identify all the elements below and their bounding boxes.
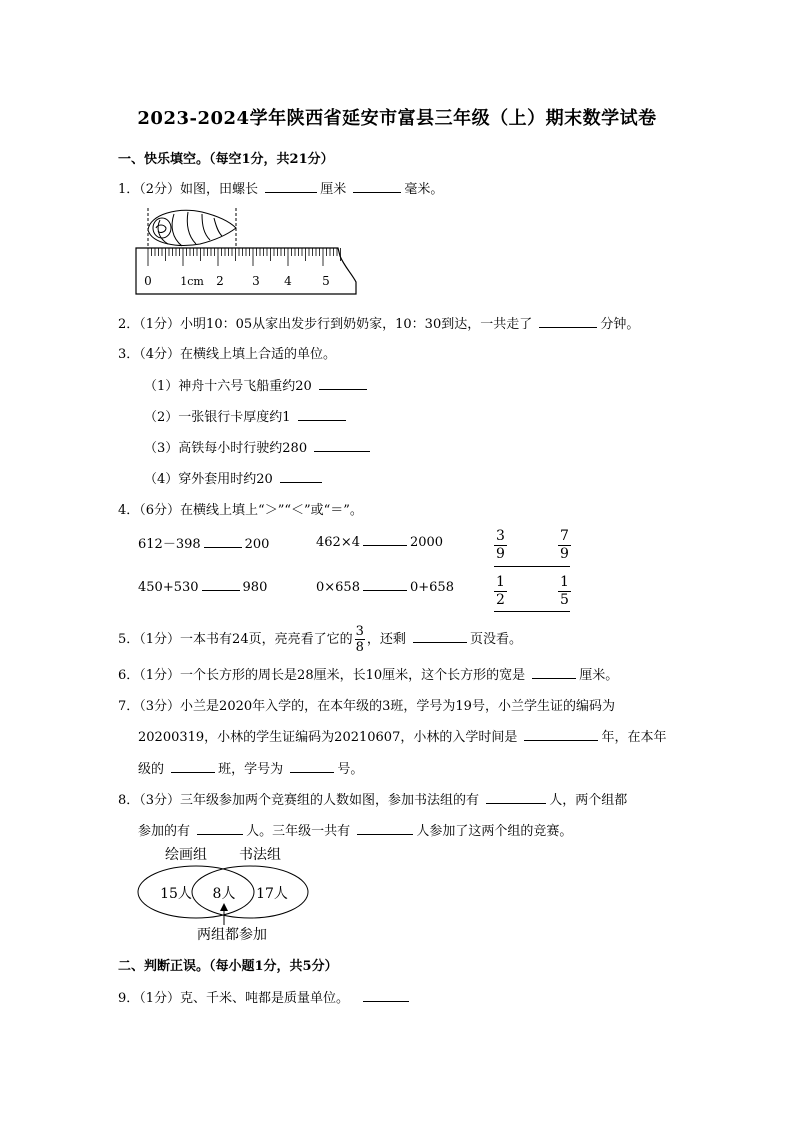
compare-item [316,533,443,550]
denominator: 9 [560,546,569,562]
fraction [558,574,571,609]
ruler-label: 0 [144,274,152,288]
ruler-label: 3 [252,274,260,288]
question-8-text: 人。三年级一共有 [246,824,351,839]
numerator: 1 [496,574,505,590]
section-2-heading: 二、判断正误。（每小题1分，共5分） [118,959,338,974]
fraction [558,528,571,563]
fraction [494,574,507,609]
item-text: （1）神舟十六号飞船重约20 [144,379,312,394]
expr-right: 2000 [409,535,444,550]
fraction [494,528,507,563]
answer-blank[interactable] [539,315,597,328]
answer-blank[interactable] [204,535,242,548]
venn-right-count: 17人 [256,886,288,902]
answer-blank[interactable] [298,408,346,421]
ruler-label: 4 [284,274,292,288]
question-3-item [144,406,349,425]
question-9 [118,987,412,1006]
answer-blank[interactable] [314,439,370,452]
question-4: 4．（6分）在横线上填上“＞”“＜”或“＝”。 [118,503,363,518]
expr-right: 980 [242,580,268,595]
question-7-line [138,758,363,777]
expr-right: 200 [244,537,270,552]
expr-left: 450+530 [138,580,199,595]
question-1-text: 1．（2分）如图，田螺长 [118,182,259,197]
question-8-line [138,820,572,839]
question-8-line [118,789,627,808]
numerator: 3 [355,624,364,639]
answer-blank[interactable] [363,989,409,1002]
answer-blank[interactable] [524,728,598,741]
venn-right-ellipse [192,866,308,918]
question-9-text: 9．（1分）克、千米、吨都是质量单位。 [118,991,350,1006]
answer-blank[interactable] [353,180,401,193]
venn-left-count: 15人 [160,886,192,902]
compare-item [316,578,454,595]
unit-label: 页没看。 [470,632,523,647]
question-8-text: 8．（3分）三年级参加两个竞赛组的人数如图，参加书法组的有 [118,793,480,808]
question-7-line [138,726,667,745]
ruler-snail-figure [130,204,360,300]
numerator: 7 [560,528,569,544]
compare-item [138,533,269,552]
unit-label: 厘米 [320,182,347,197]
denominator: 2 [496,592,505,608]
numerator: 1 [560,574,569,590]
item-text: （3）高铁每小时行驶约280 [144,441,308,456]
question-7-text: 20200319，小林的学生证编码为20210607，小林的入学时间是 [138,730,518,745]
arrow-up-icon [220,903,228,911]
expr-left: 462×4 [316,535,360,550]
answer-blank[interactable] [202,578,240,591]
unit-label: 厘米。 [579,668,619,683]
denominator: 8 [355,640,364,655]
question-2 [118,313,639,332]
venn-left-label: 绘画组 [165,847,207,863]
venn-left-ellipse [138,866,254,918]
question-7-text: 号。 [337,762,364,777]
denominator: 9 [496,546,505,562]
snail-shell-icon [148,208,236,248]
venn-right-label: 书法组 [239,847,281,863]
venn-both-count: 8人 [212,886,236,902]
question-7-text: 班，学号为 [218,762,284,777]
venn-diagram [136,843,310,943]
answer-blank[interactable] [486,791,546,804]
answer-blank[interactable] [265,180,317,193]
ruler-label: 5 [322,274,330,288]
question-7-text: 级的 [138,762,165,777]
question-1 [118,178,443,197]
answer-blank[interactable] [413,630,467,643]
compare-item [138,578,267,595]
item-text: （4）穿外套用时约20 [144,472,273,487]
answer-blank[interactable] [532,666,576,679]
ruler-label: 2 [216,274,224,288]
item-text: （2）一张银行卡厚度约1 [144,410,291,425]
question-5-text: ，还剩 [366,632,406,647]
exam-title: 2023-2024学年陕西省延安市富县三年级（上）期末数学试卷 [137,108,657,129]
expr-left: 0×658 [316,580,360,595]
answer-blank[interactable] [363,533,407,546]
question-8-text: 人参加了这两个组的竞赛。 [416,824,573,839]
section-1-heading: 一、快乐填空。（每空1分，共21分） [118,152,334,167]
question-8-text: 参加的有 [138,824,191,839]
answer-blank[interactable] [197,822,243,835]
question-3-item [144,437,373,456]
ruler-label: 1cm [180,275,204,288]
question-3-item [144,375,370,394]
answer-blank[interactable] [494,611,570,612]
question-7-text: 年，在本年 [601,730,667,745]
question-2-text: 2．（1分）小明10：05从家出发步行到奶奶家，10：30到达，一共走了 [118,317,533,332]
numerator: 3 [496,528,505,544]
expr-left: 612－398 [138,537,201,552]
answer-blank[interactable] [494,566,570,567]
question-6-text: 6．（1分）一个长方形的周长是28厘米，长10厘米，这个长方形的宽是 [118,668,526,683]
question-5 [118,624,522,655]
question-8-text: 人，两个组都 [549,793,628,808]
fraction [355,624,365,655]
answer-blank[interactable] [363,578,407,591]
question-3-item [144,468,325,487]
answer-blank[interactable] [357,822,413,835]
venn-both-caption: 两组都参加 [197,927,267,943]
question-7-line: 7．（3分）小兰是2020年入学的，在本年级的3班，学号为19号，小兰学生证的编码为 [118,699,615,714]
answer-blank[interactable] [171,760,215,773]
denominator: 5 [560,592,569,608]
question-6 [118,664,618,683]
answer-blank[interactable] [319,377,367,390]
unit-label: 毫米。 [404,182,444,197]
expr-right: 0+658 [409,580,454,595]
answer-blank[interactable] [290,760,334,773]
unit-label: 分钟。 [600,317,640,332]
question-5-text: 5．（1分）一本书有24页，亮亮看了它的 [118,632,353,647]
question-3: 3．（4分）在横线上填上合适的单位。 [118,347,337,362]
answer-blank[interactable] [280,470,322,483]
